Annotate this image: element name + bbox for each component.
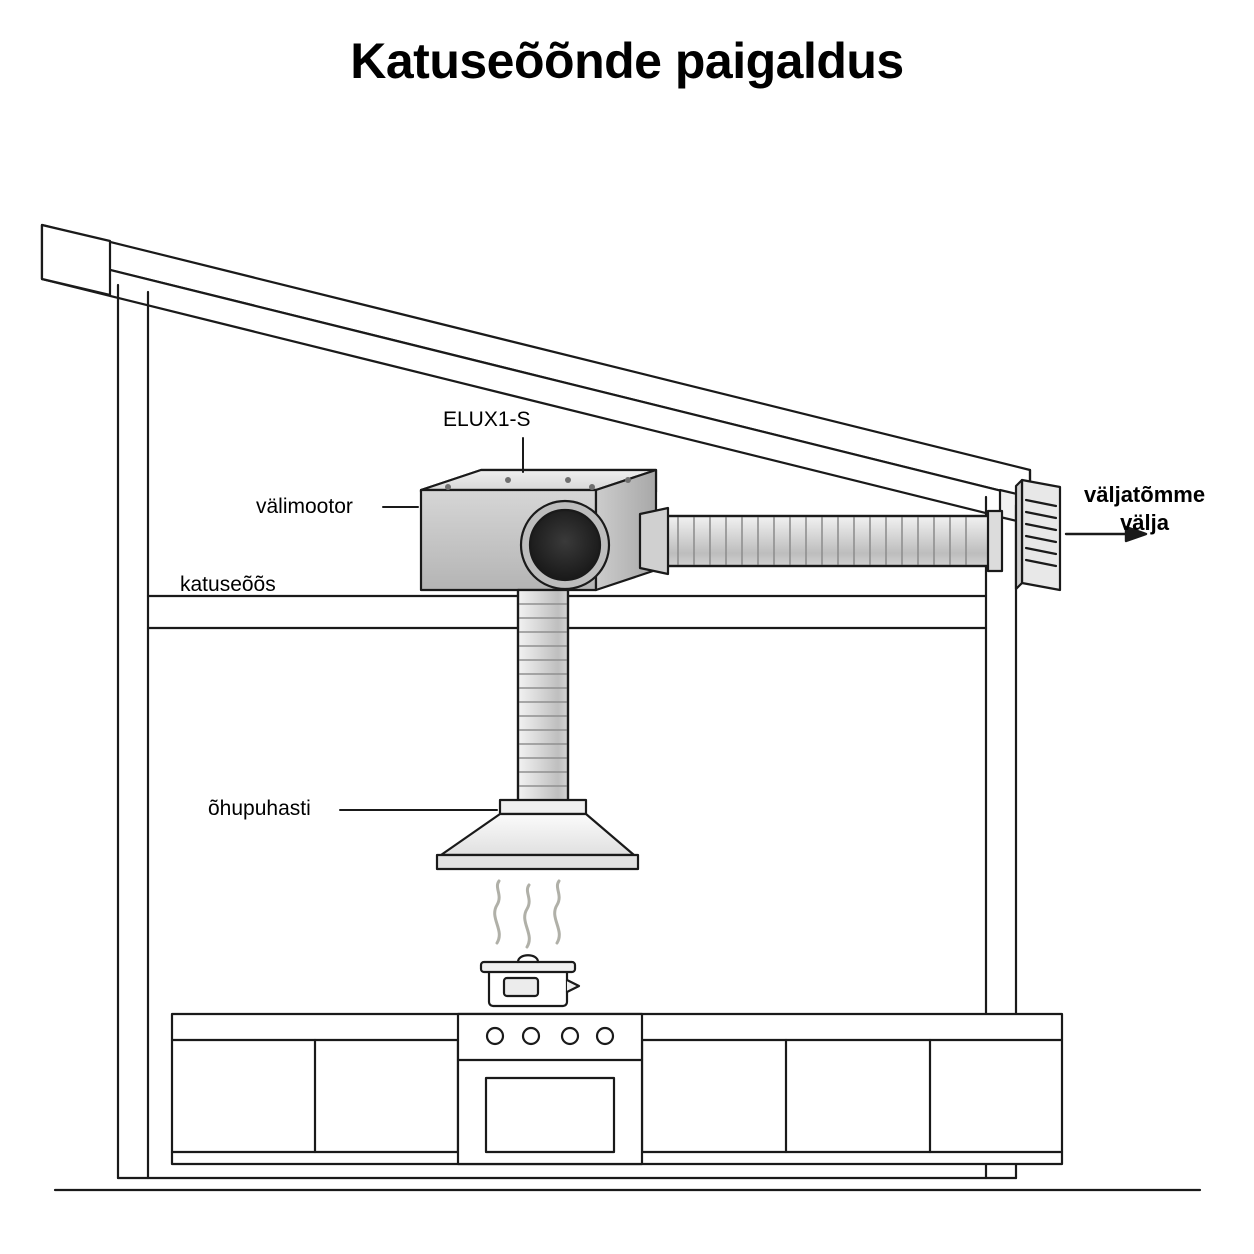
label-outdoor-motor: välimootor: [256, 495, 353, 518]
label-elux1s: ELUX1-S: [443, 408, 531, 431]
page-title: Katuseõõnde paigaldus: [350, 33, 904, 89]
steam-wisps: [495, 881, 560, 947]
label-exhaust-out-line2: välja: [1120, 509, 1169, 535]
wall-vent-grille: [1016, 480, 1060, 590]
flexible-duct-horizontal: [663, 511, 1002, 571]
label-attic: katuseõõs: [180, 573, 276, 596]
oven-range: [458, 1014, 642, 1164]
outdoor-motor-box: [421, 470, 668, 590]
cooking-pot: [481, 955, 579, 1006]
label-exhaust-out: [1084, 481, 1205, 536]
label-exhaust-out-line1: väljatõmme: [1084, 482, 1206, 507]
flexible-duct-vertical: [518, 590, 568, 805]
label-air-cleaner: õhupuhasti: [208, 797, 311, 820]
